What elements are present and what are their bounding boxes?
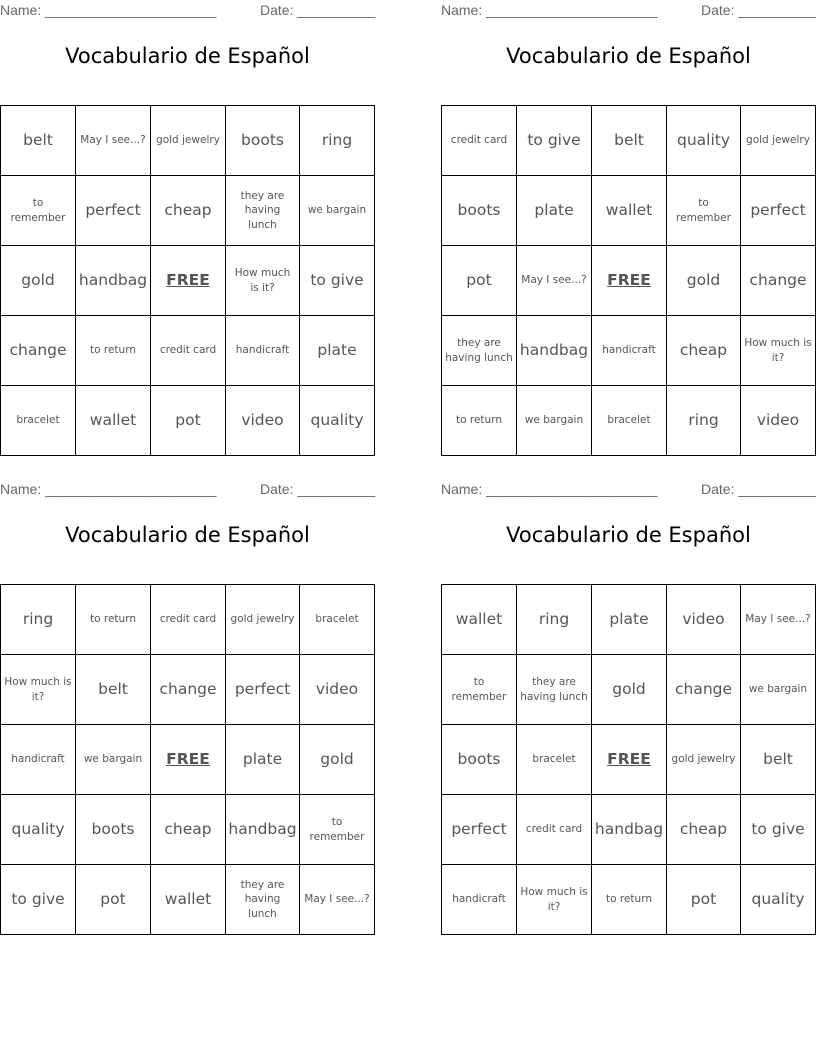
bingo-cell: May I see...? bbox=[76, 106, 151, 176]
bingo-cell: boots bbox=[442, 176, 517, 246]
bingo-cell: How much is it? bbox=[517, 865, 592, 935]
free-space-cell: FREE bbox=[592, 246, 667, 316]
card-title: Vocabulario de Español bbox=[506, 523, 751, 547]
bingo-cell: plate bbox=[226, 725, 300, 795]
bingo-cell: they are having lunch bbox=[517, 655, 592, 725]
date-field-label: Date: __________ bbox=[701, 481, 816, 497]
bingo-cell: cheap bbox=[667, 316, 741, 386]
bingo-cell: plate bbox=[517, 176, 592, 246]
bingo-cell: May I see...? bbox=[300, 865, 375, 935]
bingo-cell: cheap bbox=[151, 176, 226, 246]
bingo-cell: pot bbox=[76, 865, 151, 935]
bingo-cell: video bbox=[741, 386, 816, 456]
bingo-cell: handicraft bbox=[592, 316, 667, 386]
bingo-cell: perfect bbox=[741, 176, 816, 246]
bingo-cell: wallet bbox=[442, 585, 517, 655]
bingo-cell: wallet bbox=[151, 865, 226, 935]
bingo-cell: change bbox=[667, 655, 741, 725]
bingo-cell: May I see...? bbox=[741, 585, 816, 655]
bingo-cell: to give bbox=[300, 246, 375, 316]
bingo-cell: gold bbox=[1, 246, 76, 316]
bingo-cell: change bbox=[741, 246, 816, 316]
bingo-cell: we bargain bbox=[741, 655, 816, 725]
bingo-cell: gold jewelry bbox=[741, 106, 816, 176]
bingo-cell: we bargain bbox=[517, 386, 592, 456]
bingo-cell: plate bbox=[592, 585, 667, 655]
bingo-cell: perfect bbox=[226, 655, 300, 725]
bingo-cell: to give bbox=[1, 865, 76, 935]
bingo-cell: pot bbox=[442, 246, 517, 316]
bingo-cell: bracelet bbox=[300, 585, 375, 655]
bingo-cell: handicraft bbox=[226, 316, 300, 386]
bingo-cell: quality bbox=[741, 865, 816, 935]
bingo-cell: gold bbox=[300, 725, 375, 795]
bingo-cell: to return bbox=[442, 386, 517, 456]
name-field-label: Name: ______________________ bbox=[441, 2, 658, 18]
bingo-cell: video bbox=[667, 585, 741, 655]
free-space-cell: FREE bbox=[151, 246, 226, 316]
bingo-cell: cheap bbox=[667, 795, 741, 865]
bingo-cell: pot bbox=[667, 865, 741, 935]
bingo-cell: ring bbox=[517, 585, 592, 655]
bingo-cell: wallet bbox=[592, 176, 667, 246]
bingo-cell: belt bbox=[741, 725, 816, 795]
bingo-cell: cheap bbox=[151, 795, 226, 865]
bingo-cell: gold jewelry bbox=[151, 106, 226, 176]
bingo-cell: credit card bbox=[151, 316, 226, 386]
bingo-cell: credit card bbox=[151, 585, 226, 655]
bingo-cell: pot bbox=[151, 386, 226, 456]
bingo-cell: How much is it? bbox=[1, 655, 76, 725]
name-field-label: Name: ______________________ bbox=[441, 481, 658, 497]
bingo-cell: plate bbox=[300, 316, 375, 386]
bingo-cell: How much is it? bbox=[741, 316, 816, 386]
bingo-cell: to remember bbox=[300, 795, 375, 865]
bingo-cell: quality bbox=[300, 386, 375, 456]
bingo-cell: we bargain bbox=[300, 176, 375, 246]
bingo-cell: video bbox=[226, 386, 300, 456]
name-field-label: Name: ______________________ bbox=[0, 2, 217, 18]
bingo-cell: they are having lunch bbox=[226, 176, 300, 246]
name-field-label: Name: ______________________ bbox=[0, 481, 217, 497]
free-space-cell: FREE bbox=[592, 725, 667, 795]
free-space-cell: FREE bbox=[151, 725, 226, 795]
bingo-cell: gold jewelry bbox=[667, 725, 741, 795]
bingo-grid bbox=[0, 584, 375, 935]
bingo-cell: ring bbox=[1, 585, 76, 655]
date-field-label: Date: __________ bbox=[260, 481, 376, 497]
bingo-cell: to remember bbox=[1, 176, 76, 246]
card-title: Vocabulario de Español bbox=[65, 523, 310, 547]
bingo-cell: boots bbox=[226, 106, 300, 176]
bingo-cell: handicraft bbox=[1, 725, 76, 795]
bingo-cell: handbag bbox=[517, 316, 592, 386]
bingo-cell: How much is it? bbox=[226, 246, 300, 316]
bingo-card-3 bbox=[0, 479, 375, 935]
card-title: Vocabulario de Español bbox=[506, 44, 751, 68]
bingo-cell: ring bbox=[667, 386, 741, 456]
card-header bbox=[441, 479, 816, 501]
bingo-cell: handicraft bbox=[442, 865, 517, 935]
bingo-cell: bracelet bbox=[1, 386, 76, 456]
bingo-cell: bracelet bbox=[592, 386, 667, 456]
bingo-cell: belt bbox=[76, 655, 151, 725]
bingo-cell: boots bbox=[76, 795, 151, 865]
card-title: Vocabulario de Español bbox=[65, 44, 310, 68]
bingo-cell: perfect bbox=[76, 176, 151, 246]
date-field-label: Date: __________ bbox=[260, 2, 376, 18]
bingo-cell: gold jewelry bbox=[226, 585, 300, 655]
bingo-grid bbox=[441, 584, 816, 935]
bingo-cell: boots bbox=[442, 725, 517, 795]
bingo-cell: we bargain bbox=[76, 725, 151, 795]
bingo-cell: to return bbox=[76, 316, 151, 386]
bingo-cell: credit card bbox=[442, 106, 517, 176]
bingo-cell: gold bbox=[592, 655, 667, 725]
bingo-cell: they are having lunch bbox=[442, 316, 517, 386]
bingo-card-2 bbox=[441, 0, 816, 456]
bingo-cell: to give bbox=[517, 106, 592, 176]
bingo-cell: quality bbox=[1, 795, 76, 865]
bingo-cell: bracelet bbox=[517, 725, 592, 795]
bingo-cell: they are having lunch bbox=[226, 865, 300, 935]
bingo-grid bbox=[441, 105, 816, 456]
bingo-cell: wallet bbox=[76, 386, 151, 456]
bingo-cell: gold bbox=[667, 246, 741, 316]
bingo-cell: to return bbox=[592, 865, 667, 935]
bingo-cell: handbag bbox=[226, 795, 300, 865]
bingo-cell: video bbox=[300, 655, 375, 725]
bingo-cell: perfect bbox=[442, 795, 517, 865]
bingo-cell: credit card bbox=[517, 795, 592, 865]
card-header bbox=[0, 0, 375, 22]
bingo-grid bbox=[0, 105, 375, 456]
bingo-cell: to remember bbox=[667, 176, 741, 246]
date-field-label: Date: __________ bbox=[701, 2, 816, 18]
bingo-cell: belt bbox=[592, 106, 667, 176]
bingo-card-4 bbox=[441, 479, 816, 935]
bingo-cell: belt bbox=[1, 106, 76, 176]
bingo-cell: handbag bbox=[592, 795, 667, 865]
bingo-cell: change bbox=[1, 316, 76, 386]
bingo-cell: to give bbox=[741, 795, 816, 865]
bingo-cell: quality bbox=[667, 106, 741, 176]
bingo-cell: to return bbox=[76, 585, 151, 655]
bingo-cell: handbag bbox=[76, 246, 151, 316]
bingo-cell: change bbox=[151, 655, 226, 725]
card-header bbox=[0, 479, 375, 501]
bingo-cell: to remember bbox=[442, 655, 517, 725]
bingo-cell: ring bbox=[300, 106, 375, 176]
card-header bbox=[441, 0, 816, 22]
bingo-card-1 bbox=[0, 0, 375, 456]
bingo-cell: May I see...? bbox=[517, 246, 592, 316]
